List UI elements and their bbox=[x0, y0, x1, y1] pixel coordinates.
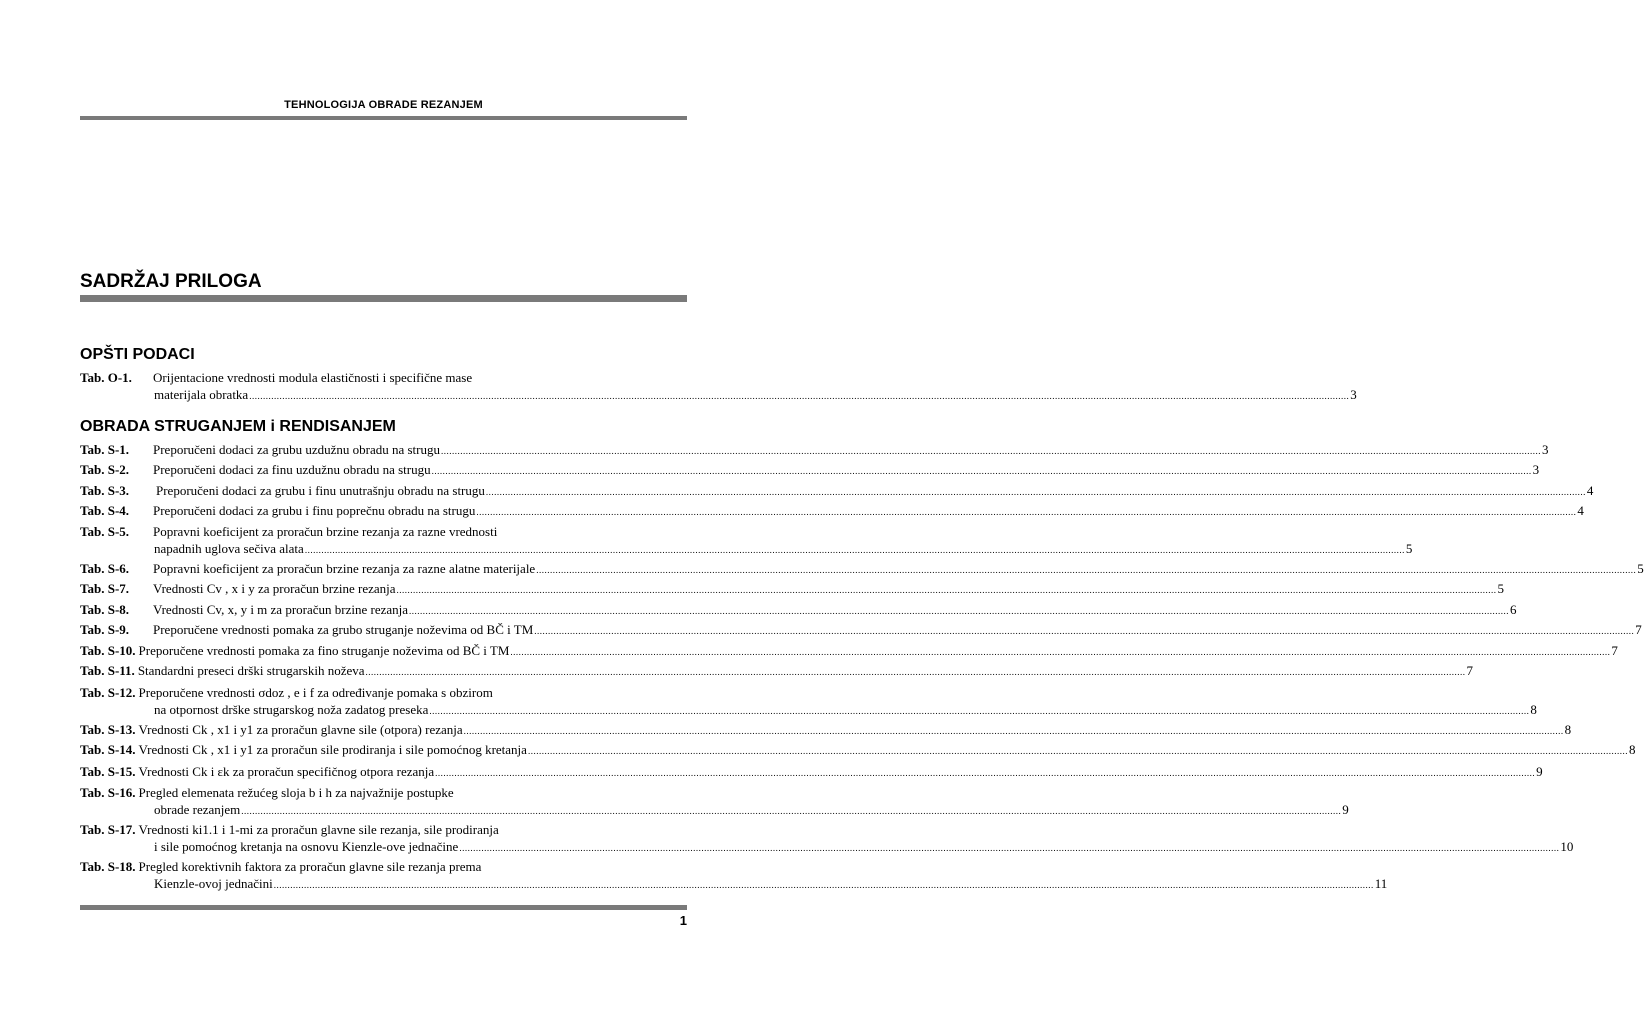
toc-leader-dots: ................................................................................................................................................................................................................................................................................................................................................................................................................ bbox=[527, 746, 1628, 756]
toc-tag: Tab. S-15. bbox=[80, 764, 136, 779]
toc-page-number: 3 bbox=[1542, 442, 1549, 457]
toc-entry-s17[interactable] bbox=[80, 821, 1574, 855]
toc-leader-dots: ................................................................................................................................................................................................................................................................................................................................................................................................................ bbox=[510, 647, 1611, 657]
toc-entry-text: Pregled elemenata režućeg sloja b i h za najvažnije postupke bbox=[138, 785, 454, 800]
toc-tag: Tab. S-12. bbox=[80, 685, 136, 700]
toc-tag: Tab. S-7. bbox=[80, 581, 130, 596]
section-heading-general: OPŠTI PODACI bbox=[80, 346, 195, 363]
toc-entry-s3[interactable] bbox=[80, 482, 1594, 499]
toc-entry-text: Preporučeni dodaci za finu uzdužnu obradu na strugu bbox=[153, 462, 431, 477]
toc-tag: Tab. S-4. bbox=[80, 503, 130, 518]
toc-leader-dots: ................................................................................................................................................................................................................................................................................................................................................................................................................ bbox=[249, 391, 1350, 401]
toc-entry-s1[interactable] bbox=[80, 441, 1549, 458]
toc-leader-dots: ................................................................................................................................................................................................................................................................................................................................................................................................................ bbox=[365, 667, 1466, 677]
toc-page-number: 7 bbox=[1635, 622, 1642, 637]
toc-page-number: 8 bbox=[1564, 722, 1572, 737]
footer-rule bbox=[80, 905, 687, 910]
title-rule bbox=[80, 295, 687, 302]
toc-entry-text: obrade rezanjem bbox=[154, 802, 241, 817]
toc-entry-text: i sile pomoćnog kretanja na osnovu Kienzle-ove jednačine bbox=[154, 839, 459, 854]
toc-leader-dots: ................................................................................................................................................................................................................................................................................................................................................................................................................ bbox=[534, 626, 1635, 636]
toc-leader-dots: ................................................................................................................................................................................................................................................................................................................................................................................................................ bbox=[409, 606, 1510, 616]
toc-entry-text: Pregled korektivnih faktora za proračun glavne sile rezanja prema bbox=[138, 859, 482, 874]
toc-tag: Tab. S-2. bbox=[80, 462, 130, 477]
toc-entry-s6[interactable] bbox=[80, 560, 1644, 577]
toc-page-number: 10 bbox=[1560, 839, 1574, 854]
toc-entry-text: Kienzle-ovoj jednačini bbox=[154, 876, 273, 891]
toc-tag: Tab. S-10. bbox=[80, 643, 136, 658]
toc-entry-text: Vrednosti Cv , x i y za proračun brzine rezanja bbox=[153, 581, 396, 596]
toc-entry-text: Preporučene vrednosti σdoz , e i f za određivanje pomaka s obzirom bbox=[138, 685, 493, 700]
toc-entry-s15[interactable] bbox=[80, 763, 1543, 780]
toc-entry-text: Vrednosti Cv, x, y i m za proračun brzine rezanja bbox=[153, 602, 409, 617]
toc-entry-s12[interactable] bbox=[80, 684, 1537, 718]
toc-page-number: 7 bbox=[1611, 643, 1618, 658]
toc-entry-text: Vrednosti Ck , x1 i y1 za proračun sile prodiranja i sile pomoćnog kretanja bbox=[138, 742, 527, 757]
toc-entry-s10[interactable] bbox=[80, 642, 1618, 659]
toc-entry-text: Preporučene vrednosti pomaka za fino struganje noževima od BČ i TM bbox=[138, 643, 510, 658]
toc-tag: Tab. S-18. bbox=[80, 859, 136, 874]
toc-page-number: 7 bbox=[1466, 663, 1474, 678]
toc-entry-text: na otpornost drške strugarskog noža zadatog preseka bbox=[154, 702, 429, 717]
header-rule bbox=[80, 116, 687, 120]
toc-leader-dots: ................................................................................................................................................................................................................................................................................................................................................................................................................ bbox=[441, 446, 1541, 456]
toc-entry-s11[interactable] bbox=[80, 662, 1474, 679]
toc-tag: Tab. S-9. bbox=[80, 622, 130, 637]
toc-entry-text: Standardni preseci drški strugarskih noževa bbox=[137, 663, 365, 678]
toc-entry-s14[interactable] bbox=[80, 741, 1636, 758]
toc-entry-text: Preporučeni dodaci za grubu i finu unutrašnju obradu na strugu bbox=[156, 483, 485, 498]
toc-tag: Tab. S-11. bbox=[80, 663, 135, 678]
toc-leader-dots: ................................................................................................................................................................................................................................................................................................................................................................................................................ bbox=[459, 843, 1560, 853]
toc-page-number: 8 bbox=[1530, 702, 1537, 717]
toc-page-number: 9 bbox=[1342, 802, 1349, 817]
document-title: SADRŽAJ PRILOGA bbox=[80, 271, 262, 292]
toc-entry-o1[interactable] bbox=[80, 369, 1357, 403]
page-number: 1 bbox=[679, 913, 687, 928]
toc-tag: Tab. S-6. bbox=[80, 561, 130, 576]
toc-leader-dots: ................................................................................................................................................................................................................................................................................................................................................................................................................ bbox=[429, 706, 1530, 716]
toc-page-number: 5 bbox=[1497, 581, 1505, 596]
toc-leader-dots: ................................................................................................................................................................................................................................................................................................................................................................................................................ bbox=[304, 545, 1405, 555]
toc-page-number: 5 bbox=[1637, 561, 1644, 576]
toc-page-number: 4 bbox=[1577, 503, 1584, 518]
toc-page-number: 11 bbox=[1374, 876, 1388, 891]
toc-entry-s18[interactable] bbox=[80, 858, 1388, 892]
toc-tag: Tab. O-1. bbox=[80, 370, 132, 385]
toc-entry-text: Vrednosti Ck , x1 i y1 za proračun glavne sile (otpora) rezanja bbox=[138, 722, 463, 737]
toc-entry-s8[interactable] bbox=[80, 601, 1517, 618]
toc-entry-text: Orijentacione vrednosti modula elastičnosti i specifične mase bbox=[153, 370, 473, 385]
toc-entry-s2[interactable] bbox=[80, 461, 1540, 478]
toc-entry-text: Preporučeni dodaci za grubu uzdužnu obradu na strugu bbox=[153, 442, 440, 457]
toc-tag: Tab. S-5. bbox=[80, 524, 130, 539]
toc-entry-s7[interactable] bbox=[80, 580, 1505, 597]
toc-tag: Tab. S-13. bbox=[80, 722, 136, 737]
toc-entry-text: Preporučeni dodaci za grubu i finu poprečnu obradu na strugu bbox=[153, 503, 476, 518]
toc-page-number: 5 bbox=[1405, 541, 1413, 556]
toc-page-number: 8 bbox=[1628, 742, 1636, 757]
toc-page-number: 3 bbox=[1532, 462, 1540, 477]
toc-leader-dots: ................................................................................................................................................................................................................................................................................................................................................................................................................ bbox=[485, 487, 1586, 497]
toc-entry-s5[interactable] bbox=[80, 523, 1413, 557]
toc-leader-dots: ................................................................................................................................................................................................................................................................................................................................................................................................................ bbox=[476, 507, 1577, 517]
section-heading-turning: OBRADA STRUGANJEM i RENDISANJEM bbox=[80, 418, 396, 435]
toc-entry-s16[interactable] bbox=[80, 784, 1349, 818]
toc-entry-s4[interactable] bbox=[80, 502, 1584, 519]
toc-leader-dots: ................................................................................................................................................................................................................................................................................................................................................................................................................ bbox=[431, 466, 1532, 476]
toc-leader-dots: ................................................................................................................................................................................................................................................................................................................................................................................................................ bbox=[396, 585, 1497, 595]
toc-entry-s13[interactable] bbox=[80, 721, 1572, 738]
toc-entry-s9[interactable] bbox=[80, 621, 1642, 638]
toc-entry-text: materijala obratka bbox=[154, 387, 249, 402]
toc-page-number: 3 bbox=[1350, 387, 1357, 402]
toc-leader-dots: ................................................................................................................................................................................................................................................................................................................................................................................................................ bbox=[273, 880, 1374, 890]
toc-entry-text: Preporučene vrednosti pomaka za grubo struganje noževima od BČ i TM bbox=[153, 622, 534, 637]
toc-page-number: 4 bbox=[1586, 483, 1594, 498]
toc-leader-dots: ................................................................................................................................................................................................................................................................................................................................................................................................................ bbox=[435, 768, 1536, 778]
toc-tag: Tab. S-16. bbox=[80, 785, 136, 800]
toc-tag: Tab. S-1. bbox=[80, 442, 130, 457]
toc-leader-dots: ................................................................................................................................................................................................................................................................................................................................................................................................................ bbox=[536, 565, 1637, 575]
running-header: TEHNOLOGIJA OBRADE REZANJEM bbox=[284, 99, 483, 111]
toc-tag: Tab. S-14. bbox=[80, 742, 136, 757]
toc-leader-dots: ................................................................................................................................................................................................................................................................................................................................................................................................................ bbox=[463, 726, 1564, 736]
toc-page-number: 9 bbox=[1536, 764, 1543, 779]
toc-tag: Tab. S-17. bbox=[80, 822, 136, 837]
toc-entry-text: Popravni koeficijent za proračun brzine rezanja za razne vrednosti bbox=[153, 524, 498, 539]
toc-page-number: 6 bbox=[1510, 602, 1517, 617]
toc-leader-dots: ................................................................................................................................................................................................................................................................................................................................................................................................................ bbox=[241, 806, 1342, 816]
toc-tag: Tab. S-8. bbox=[80, 602, 130, 617]
toc-entry-text: napadnih uglova sečiva alata bbox=[154, 541, 304, 556]
toc-entry-text: Vrednosti Ck i εk za proračun specifičnog otpora rezanja bbox=[138, 764, 435, 779]
toc-tag: Tab. S-3. bbox=[80, 483, 130, 498]
toc-entry-text: Vrednosti ki1.1 i 1-mi za proračun glavne sile rezanja, sile prodiranja bbox=[138, 822, 499, 837]
toc-entry-text: Popravni koeficijent za proračun brzine rezanja za razne alatne materijale bbox=[153, 561, 536, 576]
